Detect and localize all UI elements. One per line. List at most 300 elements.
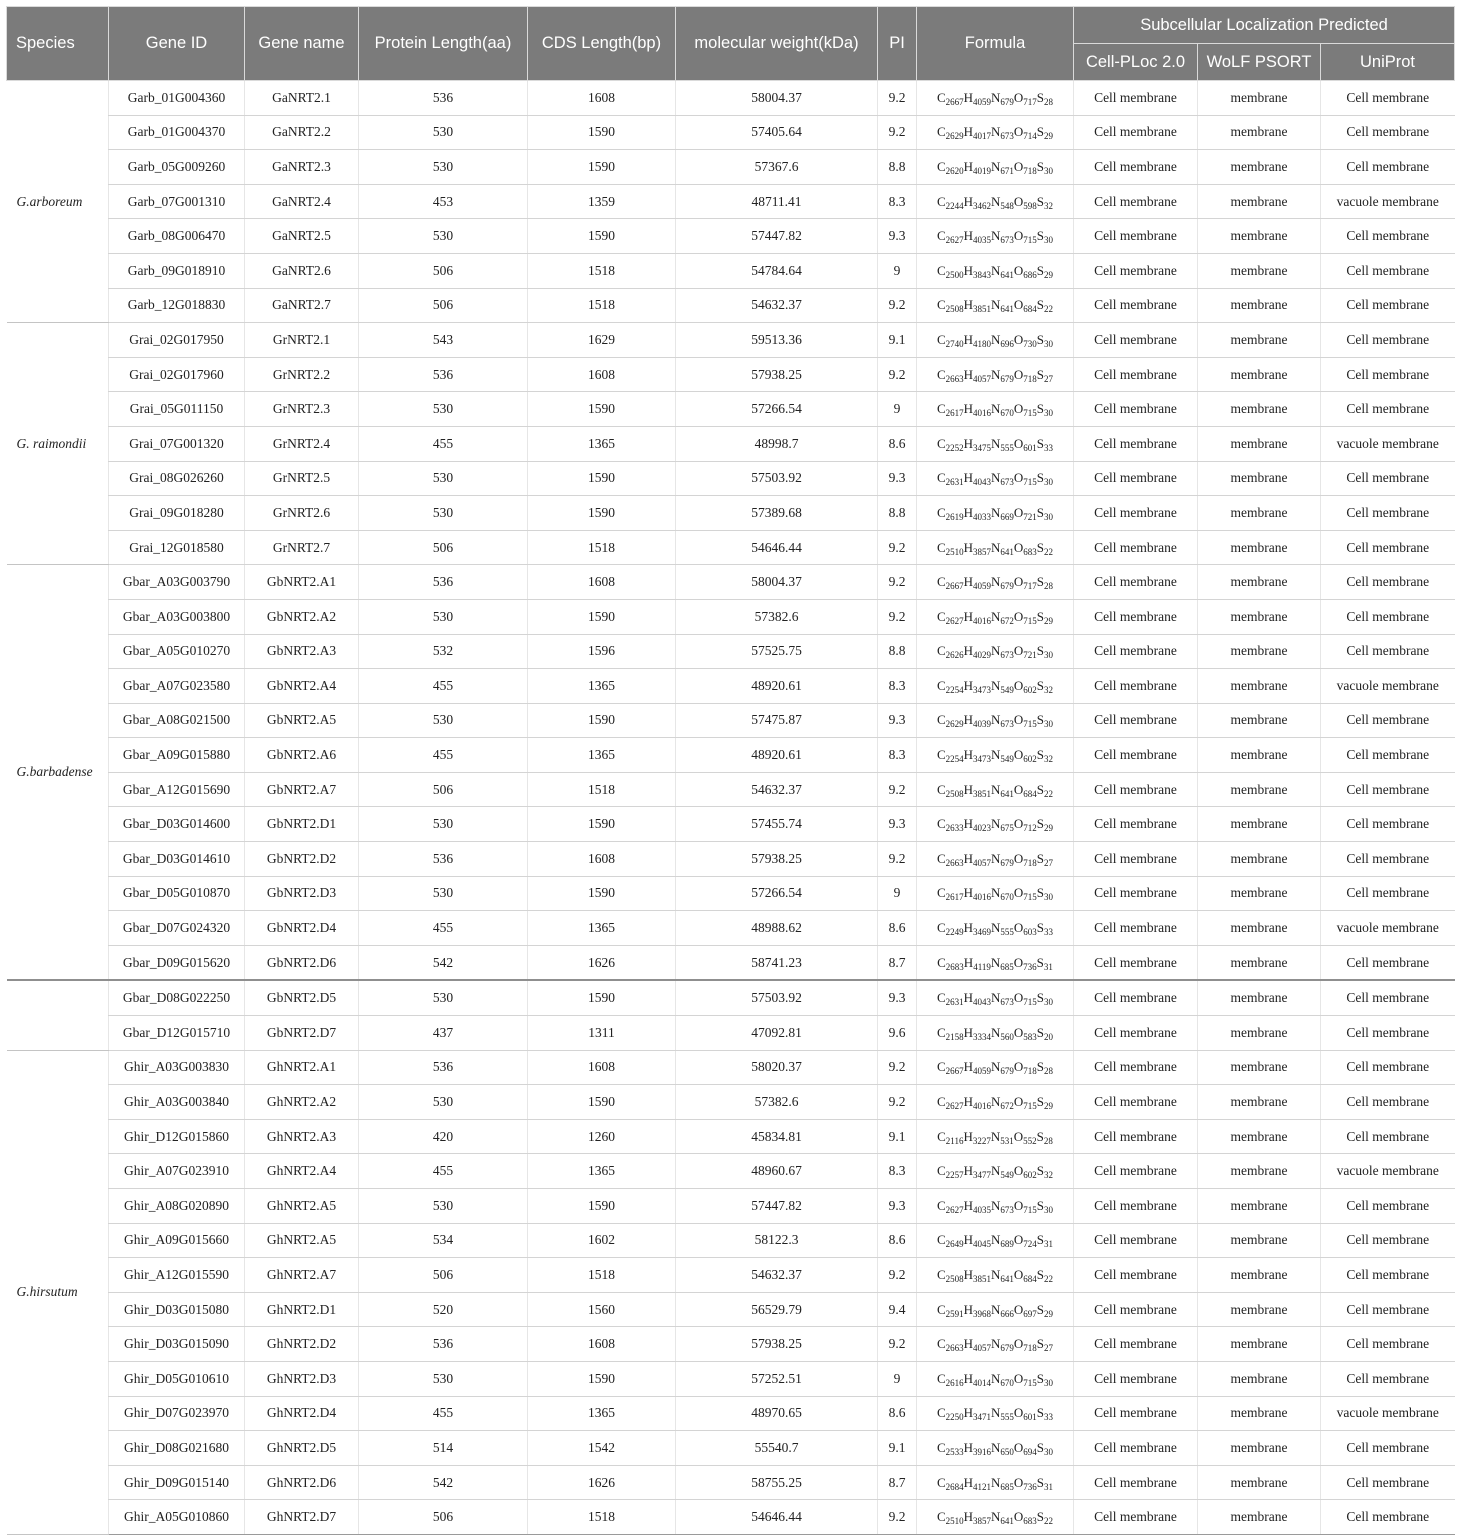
protein-length-cell: 455 — [359, 1396, 528, 1431]
cds-length-cell: 1518 — [528, 1500, 676, 1535]
formula-subscript: 30 — [1044, 997, 1054, 1008]
formula-subscript: 3851 — [973, 1273, 992, 1284]
cell-ploc-cell: Cell membrane — [1074, 496, 1198, 531]
formula-subscript: 4016 — [973, 408, 992, 419]
formula-subscript: 717 — [1023, 96, 1037, 107]
table-row — [7, 772, 1455, 807]
pi-cell: 9 — [878, 876, 917, 911]
protein-length-cell: 514 — [359, 1431, 528, 1466]
formula-subscript: 2633 — [945, 823, 964, 834]
formula-subscript: 4059 — [973, 1066, 992, 1077]
formula-subscript: 30 — [1044, 650, 1054, 661]
pi-cell: 9.3 — [878, 219, 917, 254]
formula-subscript: 684 — [1023, 1273, 1037, 1284]
formula-subscript: 4043 — [973, 477, 992, 488]
cell-ploc-cell: Cell membrane — [1074, 1431, 1198, 1466]
wolf-psort-cell: membrane — [1198, 807, 1321, 842]
formula-cell: $C_{2617}H_{4016}N_{670}O_{715}S_{30}$ — [917, 876, 1074, 911]
molecular-weight-cell: 58122.3 — [676, 1223, 878, 1258]
uniprot-cell: vacuole membrane — [1321, 669, 1455, 704]
formula-subscript: 4029 — [973, 650, 992, 661]
uniprot-cell: Cell membrane — [1321, 496, 1455, 531]
pi-cell: 8.6 — [878, 911, 917, 946]
formula-subscript: 549 — [1000, 684, 1014, 695]
formula-subscript: 670 — [1000, 408, 1014, 419]
species-cell — [7, 980, 109, 1050]
formula-subscript: 30 — [1044, 338, 1054, 349]
formula-subscript: 2158 — [945, 1031, 964, 1042]
gene-name-cell: GrNRT2.3 — [245, 392, 359, 427]
formula-subscript: 4017 — [973, 131, 992, 142]
molecular-weight-cell: 47092.81 — [676, 1016, 878, 1051]
molecular-weight-cell: 57938.25 — [676, 842, 878, 877]
gene-name-cell: GaNRT2.7 — [245, 288, 359, 323]
cell-ploc-cell: Cell membrane — [1074, 669, 1198, 704]
gene-id-cell: Ghir_D07G023970 — [109, 1396, 245, 1431]
gene-name-cell: GbNRT2.D7 — [245, 1016, 359, 1051]
pi-cell: 8.3 — [878, 1154, 917, 1189]
formula-subscript: 30 — [1044, 511, 1054, 522]
molecular-weight-cell: 54632.37 — [676, 1258, 878, 1293]
formula-subscript: 715 — [1023, 1377, 1037, 1388]
formula-subscript: 3477 — [973, 1170, 992, 1181]
formula-subscript: 33 — [1044, 927, 1054, 938]
table-header — [7, 7, 1455, 81]
formula-subscript: 673 — [1000, 719, 1014, 730]
gene-id-cell: Ghir_D09G015140 — [109, 1465, 245, 1500]
cds-length-cell: 1608 — [528, 842, 676, 877]
formula-subscript: 3916 — [973, 1446, 992, 1457]
table-row — [7, 565, 1455, 600]
table-row — [7, 738, 1455, 773]
formula-subscript: 4039 — [973, 719, 992, 730]
formula-subscript: 697 — [1023, 1308, 1037, 1319]
header-wolf-psort: WoLF PSORT — [1198, 44, 1321, 81]
pi-cell: 9.3 — [878, 807, 917, 842]
cds-length-cell: 1608 — [528, 1050, 676, 1085]
protein-length-cell: 530 — [359, 1361, 528, 1396]
formula-subscript: 3469 — [973, 927, 992, 938]
uniprot-cell: Cell membrane — [1321, 876, 1455, 911]
formula-subscript: 641 — [1000, 788, 1014, 799]
formula-subscript: 715 — [1023, 1204, 1037, 1215]
wolf-psort-cell: membrane — [1198, 1396, 1321, 1431]
molecular-weight-cell: 56529.79 — [676, 1292, 878, 1327]
table-row — [7, 288, 1455, 323]
gene-id-cell: Grai_08G026260 — [109, 461, 245, 496]
formula-subscript: 2257 — [945, 1170, 964, 1181]
protein-length-cell: 536 — [359, 1050, 528, 1085]
molecular-weight-cell: 57938.25 — [676, 357, 878, 392]
molecular-weight-cell: 48970.65 — [676, 1396, 878, 1431]
table-row — [7, 1258, 1455, 1293]
gene-name-cell: GbNRT2.D4 — [245, 911, 359, 946]
formula-subscript: 2533 — [945, 1446, 964, 1457]
molecular-weight-cell: 45834.81 — [676, 1119, 878, 1154]
gene-name-cell: GhNRT2.D4 — [245, 1396, 359, 1431]
gene-id-cell: Garb_01G004370 — [109, 115, 245, 150]
cell-ploc-cell: Cell membrane — [1074, 392, 1198, 427]
gene-name-cell: GaNRT2.2 — [245, 115, 359, 150]
cell-ploc-cell: Cell membrane — [1074, 911, 1198, 946]
wolf-psort-cell: membrane — [1198, 184, 1321, 219]
table-row — [7, 842, 1455, 877]
gene-name-cell: GrNRT2.1 — [245, 323, 359, 358]
cell-ploc-cell: Cell membrane — [1074, 738, 1198, 773]
pi-cell: 9.2 — [878, 115, 917, 150]
wolf-psort-cell: membrane — [1198, 357, 1321, 392]
protein-length-cell: 530 — [359, 461, 528, 496]
formula-subscript: 33 — [1044, 1412, 1054, 1423]
gene-name-cell: GbNRT2.D6 — [245, 945, 359, 980]
protein-length-cell: 506 — [359, 1258, 528, 1293]
table-row — [7, 876, 1455, 911]
formula-subscript: 4059 — [973, 96, 992, 107]
formula-subscript: 31 — [1043, 961, 1053, 972]
cds-length-cell: 1590 — [528, 1189, 676, 1224]
uniprot-cell: Cell membrane — [1321, 81, 1455, 116]
formula-cell: $C_{2254}H_{3473}N_{549}O_{602}S_{32}$ — [917, 738, 1074, 773]
table-row — [7, 1119, 1455, 1154]
protein-length-cell: 530 — [359, 392, 528, 427]
table-row — [7, 703, 1455, 738]
formula-cell: $C_{2244}H_{3462}N_{548}O_{598}S_{32}$ — [917, 184, 1074, 219]
pi-cell: 8.6 — [878, 1223, 917, 1258]
gene-id-cell: Ghir_A12G015590 — [109, 1258, 245, 1293]
formula-subscript: 20 — [1044, 1031, 1054, 1042]
formula-subscript: 718 — [1023, 373, 1037, 384]
gene-id-cell: Gbar_D12G015710 — [109, 1016, 245, 1051]
formula-subscript: 2617 — [945, 892, 964, 903]
uniprot-cell: Cell membrane — [1321, 253, 1455, 288]
uniprot-cell: Cell membrane — [1321, 842, 1455, 877]
table-row — [7, 392, 1455, 427]
molecular-weight-cell: 59513.36 — [676, 323, 878, 358]
wolf-psort-cell: membrane — [1198, 530, 1321, 565]
formula-subscript: 531 — [1000, 1135, 1014, 1146]
formula-subscript: 3851 — [973, 788, 992, 799]
cell-ploc-cell: Cell membrane — [1074, 1327, 1198, 1362]
table-row — [7, 1431, 1455, 1466]
formula-subscript: 641 — [1000, 1516, 1014, 1527]
pi-cell: 9.1 — [878, 1431, 917, 1466]
formula-subscript: 730 — [1023, 338, 1037, 349]
formula-subscript: 2617 — [945, 408, 964, 419]
formula-subscript: 2500 — [945, 269, 964, 280]
formula-subscript: 2627 — [945, 615, 964, 626]
gene-name-cell: GbNRT2.A6 — [245, 738, 359, 773]
formula-cell: $C_{2249}H_{3469}N_{555}O_{603}S_{33}$ — [917, 911, 1074, 946]
formula-subscript: 2663 — [945, 373, 964, 384]
molecular-weight-cell: 48920.61 — [676, 738, 878, 773]
formula-subscript: 3857 — [973, 546, 992, 557]
pi-cell: 9.2 — [878, 565, 917, 600]
cds-length-cell: 1590 — [528, 115, 676, 150]
formula-subscript: 721 — [1023, 650, 1037, 661]
wolf-psort-cell: membrane — [1198, 150, 1321, 185]
formula-cell: $C_{2257}H_{3477}N_{549}O_{602}S_{32}$ — [917, 1154, 1074, 1189]
formula-subscript: 32 — [1044, 754, 1054, 765]
cds-length-cell: 1608 — [528, 1327, 676, 1362]
formula-subscript: 30 — [1044, 477, 1054, 488]
protein-length-cell: 542 — [359, 945, 528, 980]
pi-cell: 9.3 — [878, 703, 917, 738]
formula-subscript: 2629 — [945, 719, 964, 730]
formula-subscript: 548 — [1000, 200, 1014, 211]
gene-name-cell: GhNRT2.D7 — [245, 1500, 359, 1535]
formula-subscript: 3843 — [973, 269, 992, 280]
formula-subscript: 641 — [1000, 1273, 1014, 1284]
species-cell: G.hirsutum — [7, 1050, 109, 1534]
formula-subscript: 4016 — [973, 615, 992, 626]
formula-subscript: 31 — [1044, 1239, 1054, 1250]
formula-cell: $C_{2250}H_{3471}N_{555}O_{601}S_{33}$ — [917, 1396, 1074, 1431]
formula-subscript: 3968 — [973, 1308, 992, 1319]
cds-length-cell: 1365 — [528, 738, 676, 773]
cell-ploc-cell: Cell membrane — [1074, 184, 1198, 219]
table-row — [7, 1396, 1455, 1431]
formula-subscript: 30 — [1044, 1446, 1054, 1457]
header-protein-length: Protein Length(aa) — [359, 7, 528, 81]
formula-subscript: 718 — [1023, 1066, 1037, 1077]
cell-ploc-cell: Cell membrane — [1074, 530, 1198, 565]
molecular-weight-cell: 57382.6 — [676, 1085, 878, 1120]
formula-subscript: 602 — [1023, 1170, 1037, 1181]
protein-length-cell: 530 — [359, 1189, 528, 1224]
table-row — [7, 357, 1455, 392]
formula-subscript: 2740 — [945, 338, 964, 349]
pi-cell: 9.2 — [878, 530, 917, 565]
gene-id-cell: Gbar_D07G024320 — [109, 911, 245, 946]
uniprot-cell: Cell membrane — [1321, 807, 1455, 842]
protein-length-cell: 455 — [359, 1154, 528, 1189]
formula-subscript: 30 — [1044, 1204, 1054, 1215]
molecular-weight-cell: 58741.23 — [676, 945, 878, 980]
wolf-psort-cell: membrane — [1198, 669, 1321, 704]
formula-subscript: 673 — [1000, 650, 1014, 661]
gene-name-cell: GhNRT2.A3 — [245, 1119, 359, 1154]
table-row — [7, 1327, 1455, 1362]
wolf-psort-cell: membrane — [1198, 1119, 1321, 1154]
cds-length-cell: 1590 — [528, 496, 676, 531]
molecular-weight-cell: 48960.67 — [676, 1154, 878, 1189]
cds-length-cell: 1365 — [528, 669, 676, 704]
gene-id-cell: Gbar_D03G014610 — [109, 842, 245, 877]
uniprot-cell: vacuole membrane — [1321, 1154, 1455, 1189]
formula-subscript: 672 — [1000, 1101, 1014, 1112]
table-row — [7, 980, 1455, 1015]
table-row — [7, 945, 1455, 980]
formula-cell: $C_{2619}H_{4033}N_{669}O_{721}S_{30}$ — [917, 496, 1074, 531]
formula-subscript: 4016 — [973, 892, 992, 903]
pi-cell: 9.2 — [878, 1085, 917, 1120]
formula-subscript: 715 — [1023, 477, 1037, 488]
uniprot-cell: vacuole membrane — [1321, 184, 1455, 219]
uniprot-cell: Cell membrane — [1321, 1431, 1455, 1466]
formula-cell: $C_{2667}H_{4059}N_{679}O_{717}S_{28}$ — [917, 81, 1074, 116]
formula-cell: $C_{2683}H_{4119}N_{685}O_{736}S_{31}$ — [917, 945, 1074, 980]
formula-subscript: 2663 — [945, 857, 964, 868]
formula-subscript: 650 — [1000, 1446, 1014, 1457]
formula-subscript: 2684 — [945, 1481, 964, 1492]
pi-cell: 9.2 — [878, 1327, 917, 1362]
cds-length-cell: 1590 — [528, 807, 676, 842]
cell-ploc-cell: Cell membrane — [1074, 219, 1198, 254]
molecular-weight-cell: 57525.75 — [676, 634, 878, 669]
protein-length-cell: 530 — [359, 115, 528, 150]
table-row — [7, 219, 1455, 254]
header-formula: Formula — [917, 7, 1074, 81]
wolf-psort-cell: membrane — [1198, 392, 1321, 427]
cell-ploc-cell: Cell membrane — [1074, 81, 1198, 116]
table-row — [7, 115, 1455, 150]
pi-cell: 8.8 — [878, 496, 917, 531]
table-row — [7, 253, 1455, 288]
cds-length-cell: 1590 — [528, 219, 676, 254]
cell-ploc-cell: Cell membrane — [1074, 253, 1198, 288]
formula-subscript: 583 — [1023, 1031, 1037, 1042]
formula-subscript: 2116 — [945, 1135, 964, 1146]
cds-length-cell: 1542 — [528, 1431, 676, 1466]
gene-name-cell: GaNRT2.1 — [245, 81, 359, 116]
gene-name-cell: GhNRT2.A4 — [245, 1154, 359, 1189]
wolf-psort-cell: membrane — [1198, 599, 1321, 634]
formula-subscript: 4019 — [973, 165, 992, 176]
table-row — [7, 1361, 1455, 1396]
protein-length-cell: 437 — [359, 1016, 528, 1051]
formula-subscript: 29 — [1044, 615, 1054, 626]
pi-cell: 8.8 — [878, 150, 917, 185]
protein-length-cell: 453 — [359, 184, 528, 219]
uniprot-cell: Cell membrane — [1321, 1119, 1455, 1154]
uniprot-cell: Cell membrane — [1321, 565, 1455, 600]
protein-length-cell: 536 — [359, 81, 528, 116]
formula-cell: $C_{2627}H_{4035}N_{673}O_{715}S_{30}$ — [917, 219, 1074, 254]
gene-id-cell: Ghir_D12G015860 — [109, 1119, 245, 1154]
gene-name-cell: GbNRT2.D5 — [245, 980, 359, 1015]
pi-cell: 9.2 — [878, 1050, 917, 1085]
formula-subscript: 686 — [1023, 269, 1037, 280]
gene-id-cell: Ghir_A03G003840 — [109, 1085, 245, 1120]
formula-subscript: 33 — [1044, 442, 1054, 453]
uniprot-cell: Cell membrane — [1321, 357, 1455, 392]
formula-cell: $C_{2591}H_{3968}N_{666}O_{697}S_{29}$ — [917, 1292, 1074, 1327]
cds-length-cell: 1608 — [528, 357, 676, 392]
wolf-psort-cell: membrane — [1198, 1223, 1321, 1258]
protein-length-cell: 506 — [359, 772, 528, 807]
pi-cell: 9.2 — [878, 1258, 917, 1293]
table-row — [7, 634, 1455, 669]
formula-subscript: 2683 — [945, 961, 964, 972]
cds-length-cell: 1518 — [528, 288, 676, 323]
formula-subscript: 641 — [1000, 304, 1014, 315]
formula-subscript: 2591 — [945, 1308, 964, 1319]
gene-id-cell: Ghir_A07G023910 — [109, 1154, 245, 1189]
formula-subscript: 2254 — [945, 684, 964, 695]
molecular-weight-cell: 57455.74 — [676, 807, 878, 842]
formula-subscript: 2616 — [945, 1377, 964, 1388]
formula-subscript: 2620 — [945, 165, 964, 176]
wolf-psort-cell: membrane — [1198, 772, 1321, 807]
gene-name-cell: GhNRT2.D1 — [245, 1292, 359, 1327]
formula-subscript: 641 — [1000, 546, 1014, 557]
gene-name-cell: GrNRT2.5 — [245, 461, 359, 496]
wolf-psort-cell: membrane — [1198, 253, 1321, 288]
pi-cell: 9.4 — [878, 1292, 917, 1327]
formula-subscript: 3473 — [973, 684, 992, 695]
protein-length-cell: 506 — [359, 530, 528, 565]
formula-subscript: 22 — [1044, 1273, 1054, 1284]
formula-subscript: 4043 — [973, 997, 992, 1008]
formula-subscript: 718 — [1023, 857, 1037, 868]
pi-cell: 9.2 — [878, 357, 917, 392]
uniprot-cell: Cell membrane — [1321, 738, 1455, 773]
cds-length-cell: 1590 — [528, 599, 676, 634]
gene-id-cell: Garb_08G006470 — [109, 219, 245, 254]
gene-id-cell: Gbar_A05G010270 — [109, 634, 245, 669]
gene-name-cell: GbNRT2.D2 — [245, 842, 359, 877]
uniprot-cell: vacuole membrane — [1321, 426, 1455, 461]
uniprot-cell: Cell membrane — [1321, 772, 1455, 807]
pi-cell: 8.7 — [878, 1465, 917, 1500]
cds-length-cell: 1518 — [528, 253, 676, 288]
gene-id-cell: Grai_12G018580 — [109, 530, 245, 565]
formula-subscript: 4045 — [973, 1239, 992, 1250]
molecular-weight-cell: 57252.51 — [676, 1361, 878, 1396]
formula-subscript: 601 — [1023, 1412, 1037, 1423]
formula-subscript: 673 — [1000, 997, 1014, 1008]
gene-name-cell: GhNRT2.D6 — [245, 1465, 359, 1500]
gene-id-cell: Garb_09G018910 — [109, 253, 245, 288]
uniprot-cell: Cell membrane — [1321, 1189, 1455, 1224]
formula-subscript: 598 — [1023, 200, 1037, 211]
formula-subscript: 30 — [1044, 719, 1054, 730]
uniprot-cell: Cell membrane — [1321, 599, 1455, 634]
cds-length-cell: 1518 — [528, 1258, 676, 1293]
formula-subscript: 684 — [1023, 788, 1037, 799]
pi-cell: 9.2 — [878, 288, 917, 323]
species-cell: G. raimondii — [7, 323, 109, 565]
gene-id-cell: Gbar_D03G014600 — [109, 807, 245, 842]
wolf-psort-cell: membrane — [1198, 1361, 1321, 1396]
gene-name-cell: GrNRT2.2 — [245, 357, 359, 392]
cell-ploc-cell: Cell membrane — [1074, 876, 1198, 911]
formula-subscript: 3334 — [973, 1031, 992, 1042]
formula-subscript: 28 — [1043, 1135, 1053, 1146]
uniprot-cell: Cell membrane — [1321, 1465, 1455, 1500]
formula-cell: $C_{2631}H_{4043}N_{673}O_{715}S_{30}$ — [917, 980, 1074, 1015]
formula-subscript: 675 — [1000, 823, 1014, 834]
table-row — [7, 426, 1455, 461]
gene-id-cell: Gbar_A08G021500 — [109, 703, 245, 738]
formula-cell: $C_{2629}H_{4039}N_{673}O_{715}S_{30}$ — [917, 703, 1074, 738]
formula-cell: $C_{2667}H_{4059}N_{679}O_{717}S_{28}$ — [917, 565, 1074, 600]
formula-subscript: 4119 — [973, 961, 991, 972]
formula-subscript: 4057 — [973, 1343, 992, 1354]
gene-id-cell: Gbar_A12G015690 — [109, 772, 245, 807]
cell-ploc-cell: Cell membrane — [1074, 1361, 1198, 1396]
wolf-psort-cell: membrane — [1198, 911, 1321, 946]
formula-cell: $C_{2254}H_{3473}N_{549}O_{602}S_{32}$ — [917, 669, 1074, 704]
molecular-weight-cell: 54784.64 — [676, 253, 878, 288]
uniprot-cell: Cell membrane — [1321, 530, 1455, 565]
formula-subscript: 4121 — [973, 1481, 992, 1492]
pi-cell: 9.2 — [878, 842, 917, 877]
pi-cell: 8.6 — [878, 1396, 917, 1431]
molecular-weight-cell: 57367.6 — [676, 150, 878, 185]
molecular-weight-cell: 54632.37 — [676, 288, 878, 323]
formula-subscript: 4180 — [973, 338, 992, 349]
